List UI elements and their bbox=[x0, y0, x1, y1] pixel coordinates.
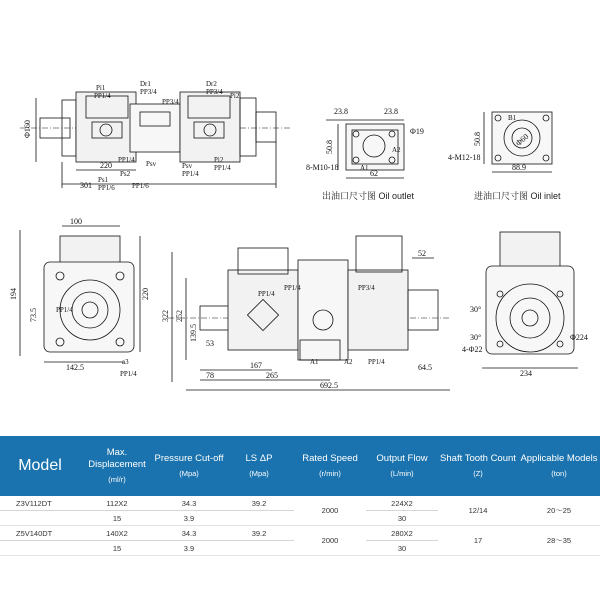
cell-ls-blank bbox=[224, 511, 294, 526]
side-dim: 692.5 bbox=[320, 381, 338, 390]
header-model: Model bbox=[0, 436, 80, 496]
side-label: PP1/4 bbox=[368, 358, 385, 366]
side-view bbox=[168, 236, 450, 390]
header-applicable-models: Applicable Models (ton) bbox=[518, 436, 600, 496]
top-label: Dr2 bbox=[206, 80, 217, 88]
side-dim: 64.5 bbox=[418, 363, 432, 372]
side-dim: 78 bbox=[206, 371, 214, 380]
outlet-dim: 62 bbox=[370, 169, 378, 178]
cell-teeth: 17 bbox=[438, 526, 518, 556]
outlet-port: A2 bbox=[392, 146, 401, 154]
rear-dim: 30° bbox=[470, 305, 482, 314]
inlet-caption: 进油口尺寸图 Oil inlet bbox=[474, 191, 561, 201]
cell-cutoff: 34.3 bbox=[154, 496, 224, 511]
header-displacement: Max. Displacement (ml/r) bbox=[80, 436, 154, 496]
cell-ls: 39.2 bbox=[224, 496, 294, 511]
side-dim: 265 bbox=[266, 371, 278, 380]
front-view bbox=[20, 226, 140, 362]
front-label: PP1/4 bbox=[120, 370, 137, 378]
header-pressure-cutoff: Pressure Cut-off (Mpa) bbox=[154, 436, 224, 496]
top-dim-301: 301 bbox=[80, 181, 92, 190]
outlet-dim: Φ19 bbox=[410, 127, 424, 136]
spec-table bbox=[0, 436, 600, 556]
side-dim: 167 bbox=[250, 361, 262, 370]
top-dim-diameter: Φ160 bbox=[23, 120, 32, 138]
top-label: PP1/6 bbox=[132, 182, 149, 190]
rear-dim: 4-Φ22 bbox=[462, 345, 483, 354]
front-dim: 220 bbox=[141, 288, 150, 300]
spec-table-section bbox=[0, 436, 600, 600]
cell-model-blank bbox=[0, 511, 80, 526]
front-dim: 73.5 bbox=[29, 308, 38, 322]
side-dim: 53 bbox=[206, 339, 214, 348]
header-rated-speed: Rated Speed (r/min) bbox=[294, 436, 366, 496]
header-output-flow: Output Flow (L/min) bbox=[366, 436, 438, 496]
cell-speed: 2000 bbox=[294, 526, 366, 556]
cell-cutoff: 3.9 bbox=[154, 541, 224, 556]
cell-flow: 280X2 bbox=[366, 526, 438, 541]
top-view bbox=[20, 92, 290, 188]
top-label: Pi2 bbox=[230, 92, 240, 100]
side-dim: 252 bbox=[175, 310, 184, 322]
front-dim: 194 bbox=[9, 288, 18, 300]
top-dim-220: 220 bbox=[100, 161, 112, 170]
outlet-port: A1 bbox=[360, 164, 369, 172]
cell-ls-blank bbox=[224, 541, 294, 556]
inlet-dim: Φ60 bbox=[513, 131, 531, 148]
top-label: PP3/4 bbox=[206, 88, 223, 96]
top-label: PP1/4 bbox=[94, 92, 111, 100]
table-header-row bbox=[0, 436, 600, 496]
inlet-dim: 50.8 bbox=[473, 132, 482, 146]
outlet-dim: 23.8 bbox=[334, 107, 348, 116]
front-dim: 142.5 bbox=[66, 363, 84, 372]
cell-flow: 30 bbox=[366, 541, 438, 556]
cell-tonnage: 20～25 bbox=[518, 496, 600, 526]
side-label: A1 bbox=[310, 358, 319, 366]
cell-model: Z5V140DT bbox=[0, 526, 80, 541]
inlet-port: B1 bbox=[508, 114, 517, 122]
header-shaft-tooth-count: Shaft Tooth Count (Z) bbox=[438, 436, 518, 496]
inlet-dim: 88.9 bbox=[512, 163, 526, 172]
top-label: PP1/6 bbox=[98, 184, 115, 192]
side-dim: 139.5 bbox=[189, 324, 198, 342]
front-label: a3 bbox=[122, 358, 129, 366]
top-label: PP3/4 bbox=[162, 98, 179, 106]
cell-flow: 30 bbox=[366, 511, 438, 526]
top-label: Psv bbox=[182, 162, 193, 170]
outlet-dim: 23.8 bbox=[384, 107, 398, 116]
header-ls-dp: LS ΔP (Mpa) bbox=[224, 436, 294, 496]
top-label: PP1/4 bbox=[182, 170, 199, 178]
inlet-dim: 4-M12-18 bbox=[448, 153, 481, 162]
top-label: Pi2 bbox=[214, 156, 224, 164]
cell-displacement: 112X2 bbox=[80, 496, 154, 511]
cell-tonnage: 28～35 bbox=[518, 526, 600, 556]
cell-displacement: 15 bbox=[80, 541, 154, 556]
top-label: Ps1 bbox=[98, 176, 109, 184]
cell-ls: 39.2 bbox=[224, 526, 294, 541]
top-label: Dr1 bbox=[140, 80, 151, 88]
side-dim: 52 bbox=[418, 249, 426, 258]
top-label: Psv bbox=[146, 160, 157, 168]
rear-dim: 234 bbox=[520, 369, 532, 378]
cell-flow: 224X2 bbox=[366, 496, 438, 511]
rear-view bbox=[482, 232, 578, 368]
side-label: PP1/4 bbox=[258, 290, 275, 298]
outlet-dim: 8-M10-18 bbox=[306, 163, 339, 172]
cell-speed: 2000 bbox=[294, 496, 366, 526]
cell-teeth: 12/14 bbox=[438, 496, 518, 526]
side-label: PP3/4 bbox=[358, 284, 375, 292]
top-label: Ps2 bbox=[120, 170, 131, 178]
front-label: PP1/4 bbox=[56, 306, 73, 314]
side-label: PP1/4 bbox=[284, 284, 301, 292]
side-dim: 322 bbox=[161, 310, 170, 322]
top-label: PP1/4 bbox=[118, 156, 135, 164]
cell-displacement: 15 bbox=[80, 511, 154, 526]
top-label: Pi1 bbox=[96, 84, 106, 92]
front-dim: 100 bbox=[70, 217, 82, 226]
side-label: A2 bbox=[344, 358, 353, 366]
cell-displacement: 140X2 bbox=[80, 526, 154, 541]
cell-model-blank bbox=[0, 541, 80, 556]
rear-dim: Φ224 bbox=[570, 333, 588, 342]
cell-cutoff: 3.9 bbox=[154, 511, 224, 526]
outlet-dim: 50.8 bbox=[325, 140, 334, 154]
rear-dim: 30° bbox=[470, 333, 482, 342]
outlet-caption: 出油口尺寸图 Oil outlet bbox=[322, 191, 415, 201]
cell-cutoff: 34.3 bbox=[154, 526, 224, 541]
table-row bbox=[0, 496, 600, 511]
top-label: PP3/4 bbox=[140, 88, 157, 96]
table-row bbox=[0, 526, 600, 541]
cell-model: Z3V112DT bbox=[0, 496, 80, 511]
top-label: PP1/4 bbox=[214, 164, 231, 172]
